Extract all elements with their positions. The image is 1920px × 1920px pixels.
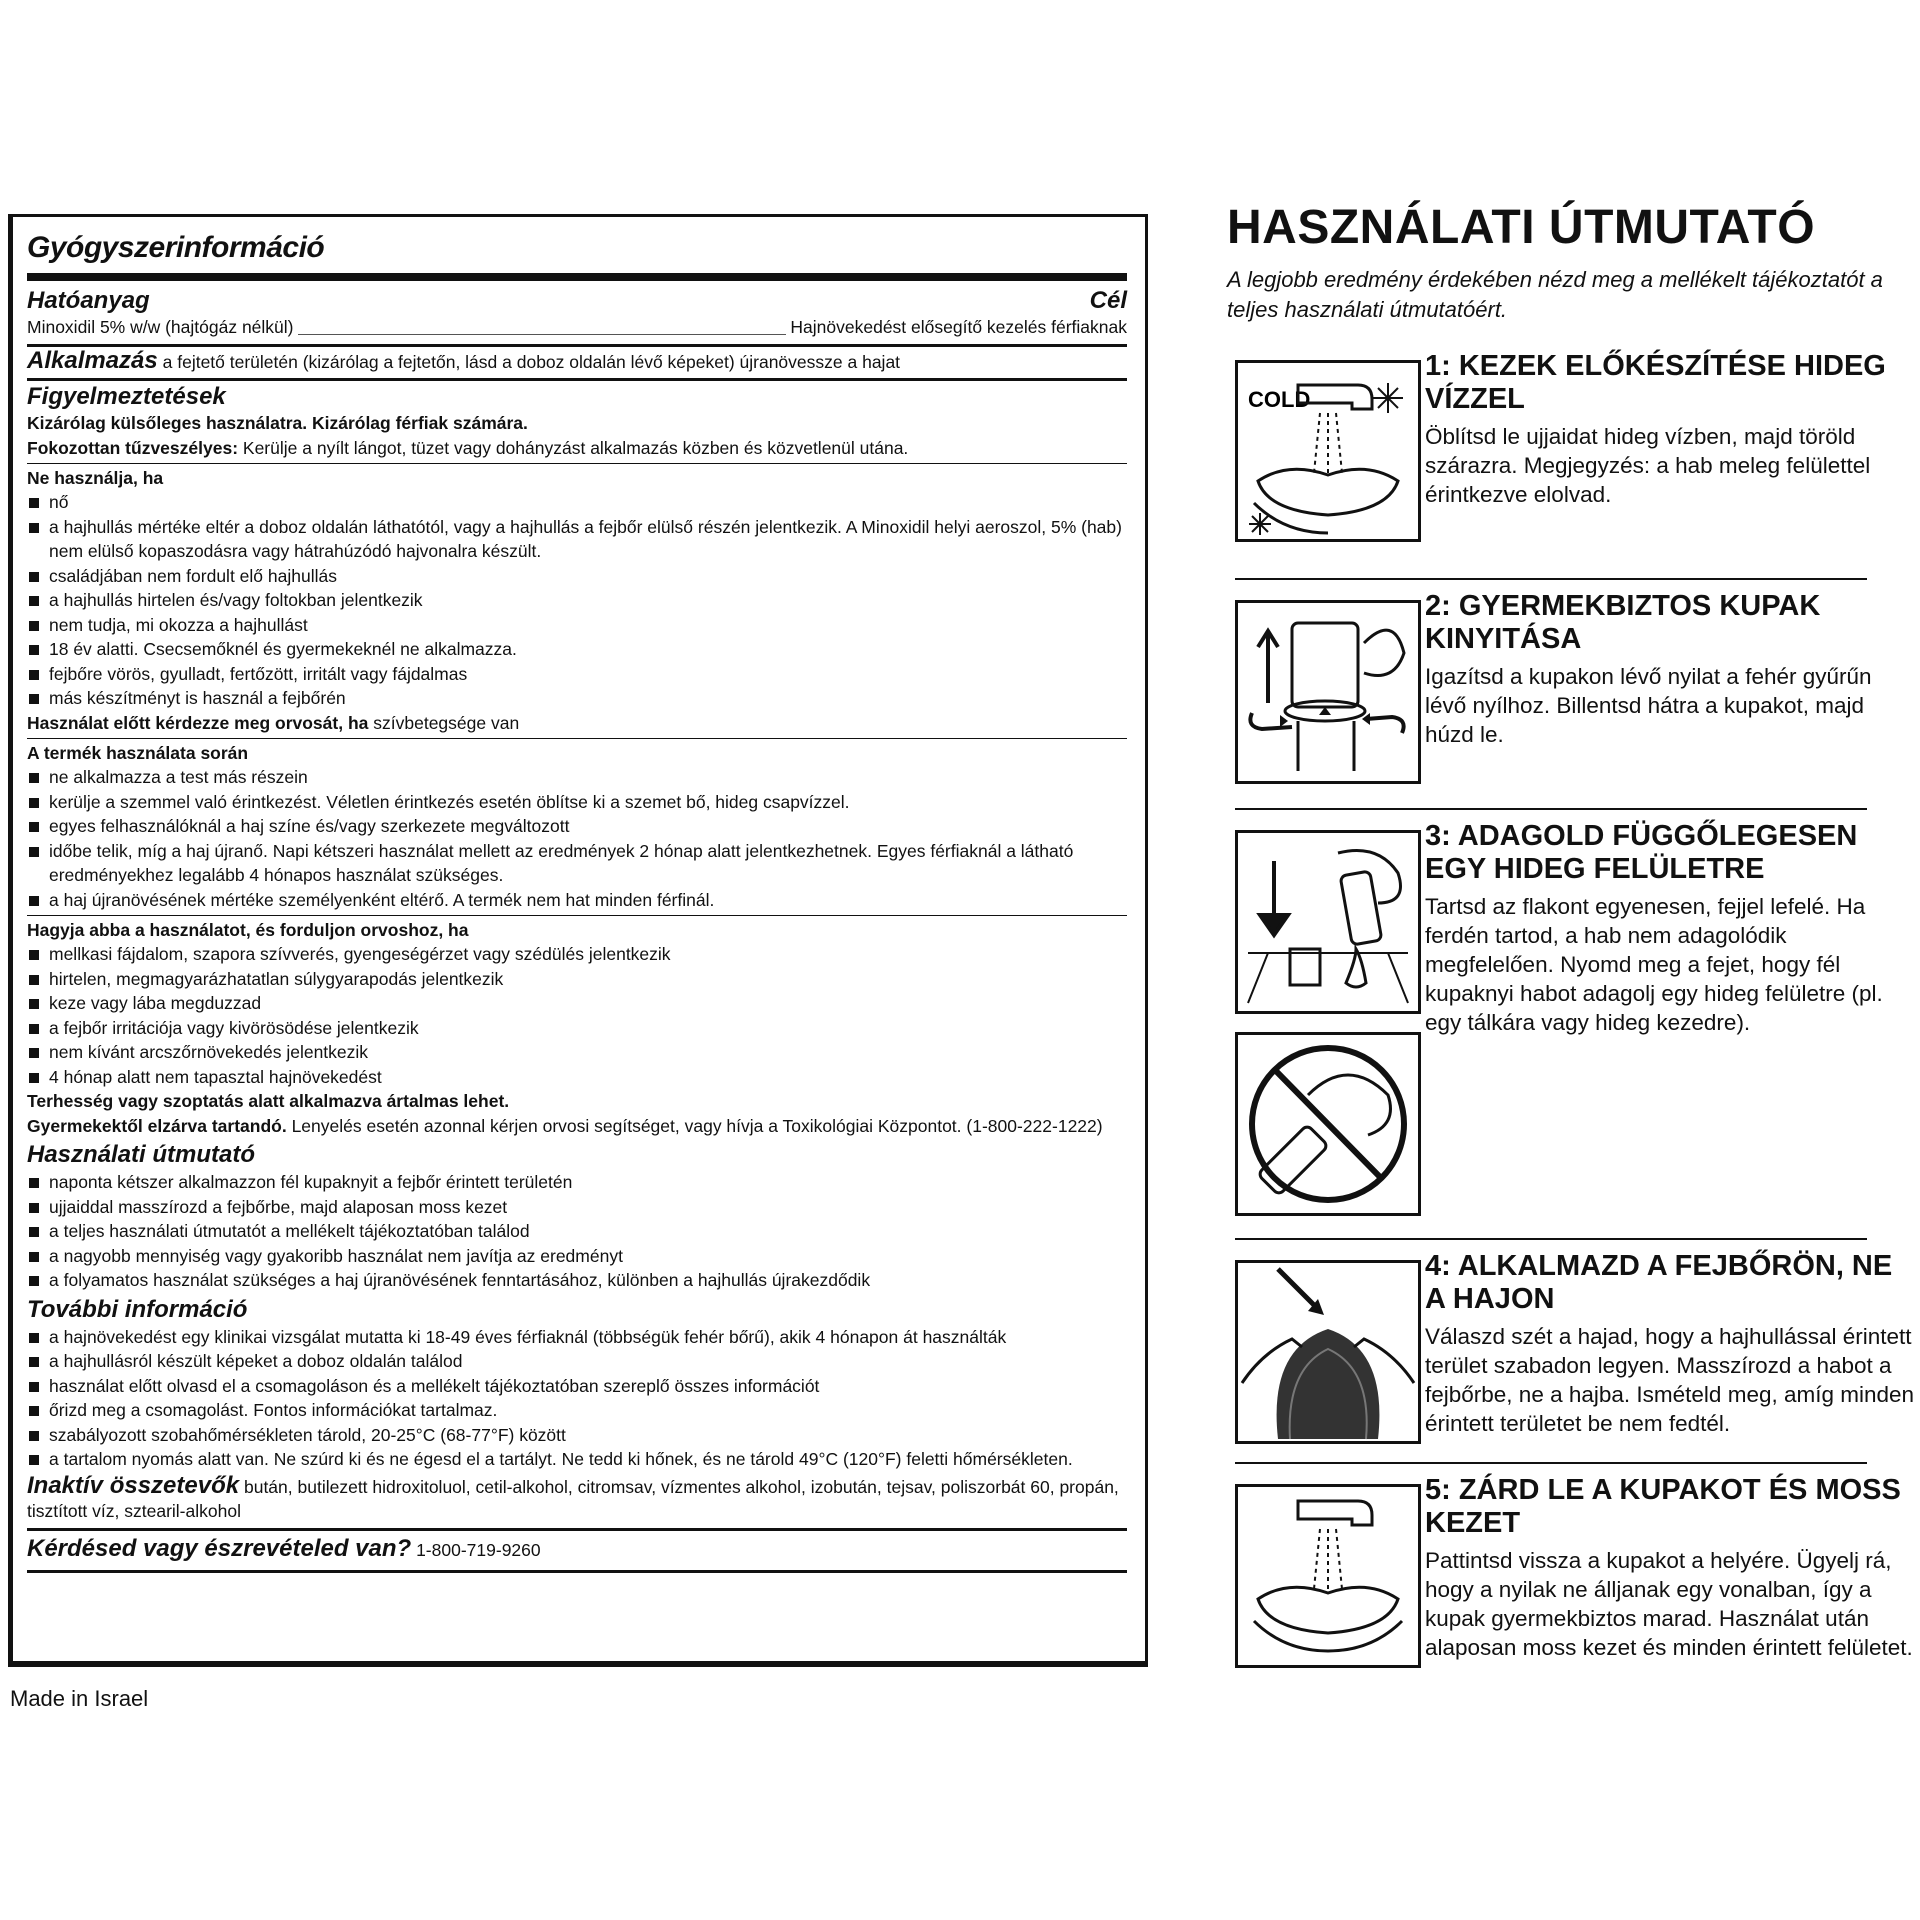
- list-item: a tartalom nyomás alatt van. Ne szúrd ki és ne égesd el a tartályt. Ne tedd ki hőnek, és ne tárold 49°C (120°F) feletti hőmérsékleten.: [27, 1447, 1127, 1472]
- directions-heading: Használati útmutató: [27, 1141, 256, 1168]
- list-item: naponta kétszer alkalmazzon fél kupaknyit a fejbőr érintett területén: [27, 1170, 1127, 1195]
- list-item: ujjaiddal masszírozd a fejbőrbe, majd alaposan moss kezet: [27, 1195, 1127, 1220]
- ask-doctor: [27, 711, 1127, 736]
- ask-doctor-text: szívbetegsége van: [373, 712, 520, 733]
- step-divider: [1235, 578, 1867, 580]
- list-item: szabályozott szobahőmérsékleten tárold, 20-25°C (68-77°F) között: [27, 1423, 1127, 1448]
- active-ingredient: Minoxidil 5% w/w (hajtógáz nélkül): [27, 317, 294, 337]
- list-item: keze vagy lába megduzzad: [27, 991, 1127, 1016]
- use-section: [27, 346, 1127, 375]
- directions-list: [27, 1170, 1127, 1293]
- list-item: a hajnövekedést egy klinikai vizsgálat mutatta ki 18-49 éves férfiaknál (többségük fehér bőrű), akik 4 hónapon át használták: [27, 1325, 1127, 1350]
- made-in-label: Made in Israel: [10, 1686, 149, 1711]
- step-body: Tartsd az flakont egyenesen, fejjel lefelé. Ha ferdén tartod, a hab nem adagolódik megfelelően. Nyomd meg a fejet, hogy fél kupaknyi habot adagolj egy hideg felületre (pl. egy tálkára vagy hideg kezedre).: [1425, 894, 1883, 1035]
- wash-hands-icon: [1235, 1484, 1421, 1668]
- step-title: 5: ZÁRD LE A KUPAKOT ÉS MOSS KEZET: [1425, 1474, 1901, 1539]
- do-not-use-heading: Ne használja, ha: [27, 468, 164, 488]
- list-item: a haj újranövésének mértéke személyenként eltérő. A termék nem hat minden férfinál.: [27, 888, 1127, 913]
- questions-row: [27, 1534, 1127, 1563]
- use-heading: Alkalmazás: [27, 346, 158, 374]
- stop-use-list: [27, 942, 1127, 1089]
- inactive-text: bután, butilezett hidroxitoluol, cetil-alkohol, citromsav, vízmentes alkohol, izobután, tejsav, poliszorbát 60, propán, tisztított víz, sztearil-alkohol: [27, 1476, 1119, 1521]
- dispense-foam-icon: [1235, 830, 1421, 1014]
- flammable-text: Kerülje a nyílt lángot, tüzet vagy dohányzást alkalmazás közben és közvetlenül utána.: [242, 437, 909, 458]
- flammable-warning: [27, 436, 1127, 461]
- step-divider: [1235, 1238, 1867, 1240]
- list-item: a hajhullásról készült képeket a doboz oldalán találod: [27, 1349, 1127, 1374]
- list-item: a hajhullás mértéke eltér a doboz oldalán láthatótól, vagy a hajhullás a fejbőr elülső részén jelentkezik. A Minoxidil helyi aeroszol, 5% (hab) nem elülső kopaszodásra vagy hátrahúzódó hajvonalra készült.: [27, 515, 1127, 564]
- step-title: 2: GYERMEKBIZTOS KUPAK KINYITÁSA: [1425, 590, 1821, 655]
- list-item: családjában nem fordult elő hajhullás: [27, 564, 1127, 589]
- children-text: Lenyelés esetén azonnal kérjen orvosi segítséget, vagy hívja a Toxikológiai Központot. (1-800-222-1222): [291, 1115, 1103, 1136]
- divider: [27, 463, 1127, 464]
- stop-use-heading: Hagyja abba a használatot, és forduljon orvoshoz, ha: [27, 920, 469, 940]
- list-item: mellkasi fájdalom, szapora szívverés, gyengeségérzet vagy szédülés jelentkezik: [27, 942, 1127, 967]
- list-item: a teljes használati útmutatót a mellékelt tájékoztatóban találod: [27, 1219, 1127, 1244]
- divider: [27, 273, 1127, 281]
- directions-title: HASZNÁLATI ÚTMUTATÓ: [1227, 201, 1816, 254]
- step-5-text: [1425, 1474, 1915, 1662]
- list-item: nem kívánt arcszőrnövekedés jelentkezik: [27, 1040, 1127, 1065]
- active-purpose-header: [27, 287, 1127, 315]
- children-label: Gyermekektől elzárva tartandó.: [27, 1115, 287, 1136]
- flammable-label: Fokozottan tűzveszélyes:: [27, 437, 239, 458]
- step-title: 3: ADAGOLD FÜGGŐLEGESEN EGY HIDEG FELÜLETRE: [1425, 820, 1858, 885]
- step-3-text: [1425, 820, 1915, 1037]
- step-body: Pattintsd vissza a kupakot a helyére. Ügyelj rá, hogy a nyilak ne álljanak egy vonalban, így a kupak gyermekbiztos marad. Használat után alaposan moss kezet és minden érintett felületet.: [1425, 1548, 1913, 1660]
- list-item: kerülje a szemmel való érintkezést. Véletlen érintkezés esetén öblítse ki a szemet bő, hideg csapvízzel.: [27, 790, 1127, 815]
- active-ingredient-heading: Hatóanyag: [27, 287, 150, 314]
- ask-doctor-label: Használat előtt kérdezze meg orvosát, ha: [27, 712, 369, 733]
- purpose-heading: Cél: [1089, 287, 1127, 314]
- divider: [27, 915, 1127, 916]
- divider: [27, 378, 1127, 381]
- list-item: a hajhullás hirtelen és/vagy foltokban jelentkezik: [27, 588, 1127, 613]
- step-body: Öblítsd le ujjaidat hideg vízben, majd töröld szárazra. Megjegyzés: a hab meleg felülettel érintkezve elolvad.: [1425, 424, 1871, 507]
- divider: [27, 1528, 1127, 1531]
- other-info-heading: További információ: [27, 1295, 248, 1323]
- pregnancy-warning: Terhesség vagy szoptatás alatt alkalmazva ártalmas lehet.: [27, 1091, 510, 1111]
- do-not-use-list: [27, 490, 1127, 711]
- step-title: 4: ALKALMAZD A FEJBŐRÖN, NE A HAJON: [1425, 1250, 1893, 1315]
- divider: [27, 1570, 1127, 1573]
- when-using-list: [27, 765, 1127, 912]
- step-2-text: [1425, 590, 1915, 749]
- when-using-heading: A termék használata során: [27, 743, 249, 763]
- step-1-text: [1425, 350, 1915, 509]
- drug-facts-title: Gyógyszerinformáció: [27, 231, 325, 264]
- use-text: a fejtető területén (kizárólag a fejtetőn, lásd a doboz oldalán lévő képeket) újranövessze a hajat: [162, 351, 901, 372]
- step-divider: [1235, 1462, 1867, 1464]
- list-item: fejbőre vörös, gyulladt, fertőzött, irritált vagy fájdalmas: [27, 662, 1127, 687]
- inactive-heading: Inaktív összetevők: [27, 1471, 240, 1499]
- list-item: a fejbőr irritációja vagy kivörösödése jelentkezik: [27, 1016, 1127, 1041]
- step-body: Válaszd szét a hajad, hogy a hajhullással érintett terület szabadon legyen. Masszírozd a habot a fejbőrbe, ne a hajba. Ismételd meg, amíg minden érintett területet be nem fedtél.: [1425, 1324, 1915, 1436]
- divider: [27, 738, 1127, 739]
- warnings-heading: Figyelmeztetések: [27, 383, 226, 410]
- directions-intro: A legjobb eredmény érdekében nézd meg a mellékelt tájékoztatót a teljes használati útmutatóért.: [1227, 267, 1883, 322]
- external-use-warning: Kizárólag külsőleges használatra. Kizárólag férfiak számára.: [27, 413, 528, 433]
- list-item: 18 év alatti. Csecsemőknél és gyermekeknél ne alkalmazza.: [27, 637, 1127, 662]
- questions-heading: Kérdésed vagy észrevételed van?: [27, 1534, 412, 1562]
- children-warning: [27, 1114, 1127, 1139]
- inactive-ingredients: [27, 1471, 1127, 1524]
- list-item: a folyamatos használat szükséges a haj újranövésének fenntartásához, különben a hajhullás újrakezdődik: [27, 1268, 1127, 1293]
- purpose-text: Hajnövekedést elősegítő kezelés férfiaknak: [790, 317, 1127, 337]
- other-info-list: [27, 1325, 1127, 1472]
- cold-water-hands-icon: [1235, 360, 1421, 542]
- step-4-text: [1425, 1250, 1915, 1438]
- list-item: használat előtt olvasd el a csomagoláson és a mellékelt tájékoztatóban szereplő összes információt: [27, 1374, 1127, 1399]
- list-item: más készítményt is használ a fejbőrén: [27, 686, 1127, 711]
- list-item: hirtelen, megmagyarázhatatlan súlygyarapodás jelentkezik: [27, 967, 1127, 992]
- list-item: időbe telik, míg a haj újranő. Napi kétszeri használat mellett az eredmények 2 hónap alatt jelentkezhetnek. Egyes férfiaknál a látható eredményekhez legalább 4 hónapos használat szükséges.: [27, 839, 1127, 888]
- list-item: 4 hónap alatt nem tapasztal hajnövekedést: [27, 1065, 1127, 1090]
- no-tilt-icon: [1235, 1032, 1421, 1216]
- list-item: egyes felhasználóknál a haj színe és/vagy szerkezete megváltozott: [27, 814, 1127, 839]
- open-cap-icon: [1235, 600, 1421, 784]
- svg-text:COLD: COLD: [1248, 387, 1311, 412]
- step-body: Igazítsd a kupakon lévő nyilat a fehér gyűrűn lévő nyílhoz. Billentsd hátra a kupakot, majd húzd le.: [1425, 664, 1872, 747]
- leader-line: [298, 334, 787, 335]
- directions-panel: [1227, 200, 1917, 1660]
- list-item: nő: [27, 490, 1127, 515]
- list-item: ne alkalmazza a test más részein: [27, 765, 1127, 790]
- list-item: nem tudja, mi okozza a hajhullást: [27, 613, 1127, 638]
- step-title: 1: KEZEK ELŐKÉSZÍTÉSE HIDEG VÍZZEL: [1425, 350, 1886, 415]
- questions-phone: 1-800-719-9260: [416, 1539, 541, 1560]
- list-item: a nagyobb mennyiség vagy gyakoribb használat nem javítja az eredményt: [27, 1244, 1127, 1269]
- divider: [27, 344, 1127, 347]
- active-ingredient-row: [27, 315, 1127, 340]
- step-divider: [1235, 808, 1867, 810]
- apply-scalp-icon: [1235, 1260, 1421, 1444]
- list-item: őrizd meg a csomagolást. Fontos információkat tartalmaz.: [27, 1398, 1127, 1423]
- drug-facts-panel: [8, 214, 1148, 1667]
